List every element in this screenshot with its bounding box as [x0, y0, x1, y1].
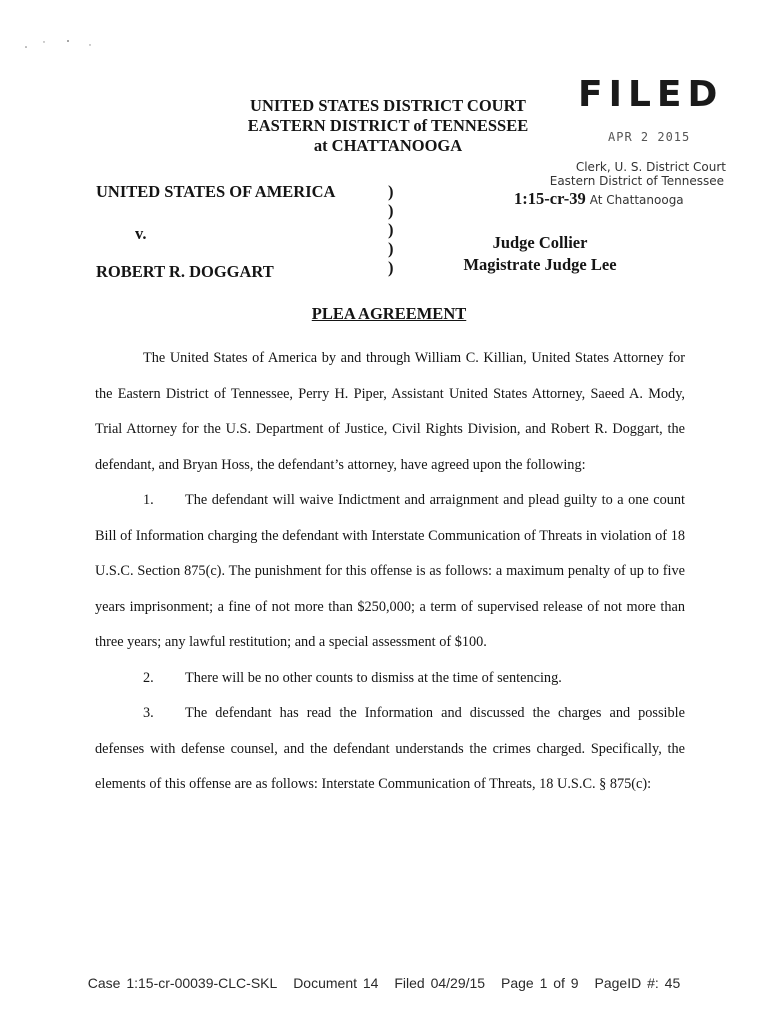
footer-page: Page 1 of 9: [500, 975, 579, 991]
court-division: at CHATTANOOGA: [313, 136, 463, 155]
versus-label: v.: [135, 224, 147, 243]
case-number-block: [514, 189, 684, 209]
caption-paren: ): [388, 182, 394, 201]
court-district: EASTERN DISTRICT of TENNESSEE: [247, 116, 529, 135]
caption-paren: ): [388, 258, 394, 277]
ecf-footer: [0, 975, 768, 991]
stamp-district-line: Eastern District of Tennessee: [549, 174, 724, 188]
footer-filed: Filed 04/29/15: [394, 975, 486, 991]
paragraph-number: 3.: [143, 705, 154, 721]
paragraph-text: The defendant will waive Indictment and arraignment and plead guilty to a one count Bill of Information charging the defendant with Interstate Communication of Threats in violation of 18 U.S.C. Section 875(c). The punishment for this offense is as follows: a maximum penalty of up to five years imprisonment; a fine of not more than $250,000; a term of supervised release of not more than three years; any lawful restitution; and a special assessment of $100.: [95, 492, 685, 650]
court-heading: [200, 96, 576, 156]
magistrate-judge: Magistrate Judge Lee: [463, 255, 617, 274]
filed-stamp-date: APR 2 2015: [608, 130, 691, 144]
footer-case: Case 1:15-cr-00039-CLC-SKL: [87, 975, 278, 991]
paragraph-3: [95, 696, 685, 803]
footer-pageid: PageID #: 45: [594, 975, 681, 991]
plaintiff-name: UNITED STATES OF AMERICA: [96, 182, 336, 201]
district-judge: Judge Collier: [492, 233, 588, 252]
document-title: [0, 304, 768, 324]
agreement-body: [95, 341, 685, 803]
paragraph-2: [95, 661, 685, 697]
paragraph-text: The defendant has read the Information and discussed the charges and possible defenses with defense counsel, and the defendant understands the crimes charged. Specifically, the elements of this offense are as follows: Interstate Communication of Threats, 18 U.S.C. § 875(c):: [95, 705, 685, 792]
caption-paren: ): [388, 201, 394, 220]
stamp-clerk-line: Clerk, U. S. District Court: [575, 160, 726, 174]
paragraph-1: [95, 483, 685, 661]
stamp-location: At Chattanooga: [589, 193, 684, 207]
caption-parentheses: [388, 182, 394, 277]
caption-paren: ): [388, 220, 394, 239]
paragraph-text: There will be no other counts to dismiss at the time of sentencing.: [185, 669, 562, 686]
filed-stamp-clerk: [536, 160, 726, 188]
defendant-name: ROBERT R. DOGGART: [96, 262, 274, 281]
filed-stamp: FILED: [578, 74, 724, 115]
intro-paragraph: The United States of America by and through William C. Killian, United States Attorney for the Eastern District of Tennessee, Perry H. Piper, Assistant United States Attorney, Saeed A. Mody, Trial Attorney for the U.S. Department of Justice, Civil Rights Division, and Robert R. Doggart, the defendant, and Bryan Hoss, the defendant’s attorney, have agreed upon the following:: [95, 350, 685, 473]
court-name: UNITED STATES DISTRICT COURT: [250, 96, 526, 115]
document-title-text: PLEA AGREEMENT: [311, 304, 467, 323]
assigned-judges: [440, 232, 640, 276]
paragraph-number: 1.: [143, 492, 154, 508]
paragraph-number: 2.: [143, 669, 154, 686]
scan-artifact: [24, 38, 104, 50]
case-number: 1:15-cr-39: [514, 189, 586, 208]
caption-paren: ): [388, 239, 394, 258]
footer-document: Document 14: [293, 975, 379, 991]
